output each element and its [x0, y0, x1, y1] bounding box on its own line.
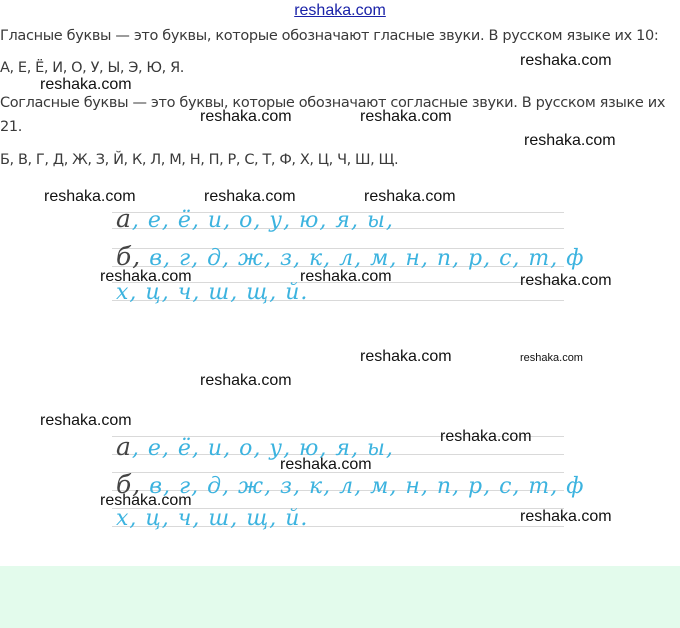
footer-band [0, 566, 680, 628]
handwriting-text: е, ё, и, о, у, ю, я, ы, [147, 208, 394, 233]
handwriting-text: в, г, д, ж, з, к, л, м, н, п, р, с, т, ф [149, 474, 585, 499]
handwriting-text: е, ё, и, о, у, ю, я, ы, [147, 436, 394, 461]
handwriting-comma: , [131, 208, 148, 233]
handwriting-text: х, ц, ч, ш, щ, й. [116, 280, 309, 305]
handwriting-line-1 [116, 204, 394, 233]
handwriting-cap: б, [116, 242, 142, 271]
handwriting-text: в, г, д, ж, з, к, л, м, н, п, р, с, т, ф [149, 246, 585, 271]
watermark: reshaka.com [440, 428, 532, 445]
watermark: reshaka.com [40, 412, 132, 429]
watermark: reshaka.com [300, 268, 392, 285]
watermark: reshaka.com [200, 372, 292, 389]
handwriting-text: х, ц, ч, ш, щ, й. [116, 506, 309, 531]
watermark: reshaka.com [360, 108, 452, 125]
consonants-sentence: Согласные буквы — это буквы, которые обозначают согласные звуки. В русском языке их 21. [0, 95, 666, 135]
handwriting-cap: а [116, 204, 132, 233]
handwriting-cap: б, [116, 470, 142, 499]
watermark: reshaka.com [200, 108, 292, 125]
watermark: reshaka.com [360, 348, 452, 365]
watermark: reshaka.com [40, 76, 132, 93]
watermark: reshaka.com [520, 272, 612, 289]
handwriting-cap: а [116, 432, 132, 461]
handwriting-line-2 [116, 242, 584, 271]
watermark: reshaka.com [100, 492, 192, 509]
watermark: reshaka.com [280, 456, 372, 473]
watermark: reshaka.com [364, 188, 456, 205]
vowels-sentence: Гласные буквы — это буквы, которые обозначают гласные звуки. В русском языке их 10: [0, 28, 659, 44]
watermark: reshaka.com [520, 52, 612, 69]
site-link[interactable]: reshaka.com [294, 2, 386, 19]
consonants-letters: Б, В, Г, Д, Ж, З, Й, К, Л, М, Н, П, Р, С, Т, Ф, Х, Ц, Ч, Ш, Щ. [0, 152, 399, 168]
handwriting-comma: , [131, 436, 148, 461]
watermark: reshaka.com [520, 352, 583, 364]
watermark: reshaka.com [520, 508, 612, 525]
vowels-letters: А, Е, Ё, И, О, У, Ы, Э, Ю, Я. [0, 60, 184, 76]
watermark: reshaka.com [100, 268, 192, 285]
watermark: reshaka.com [524, 132, 616, 149]
watermark: reshaka.com [44, 188, 136, 205]
watermark: reshaka.com [204, 188, 296, 205]
